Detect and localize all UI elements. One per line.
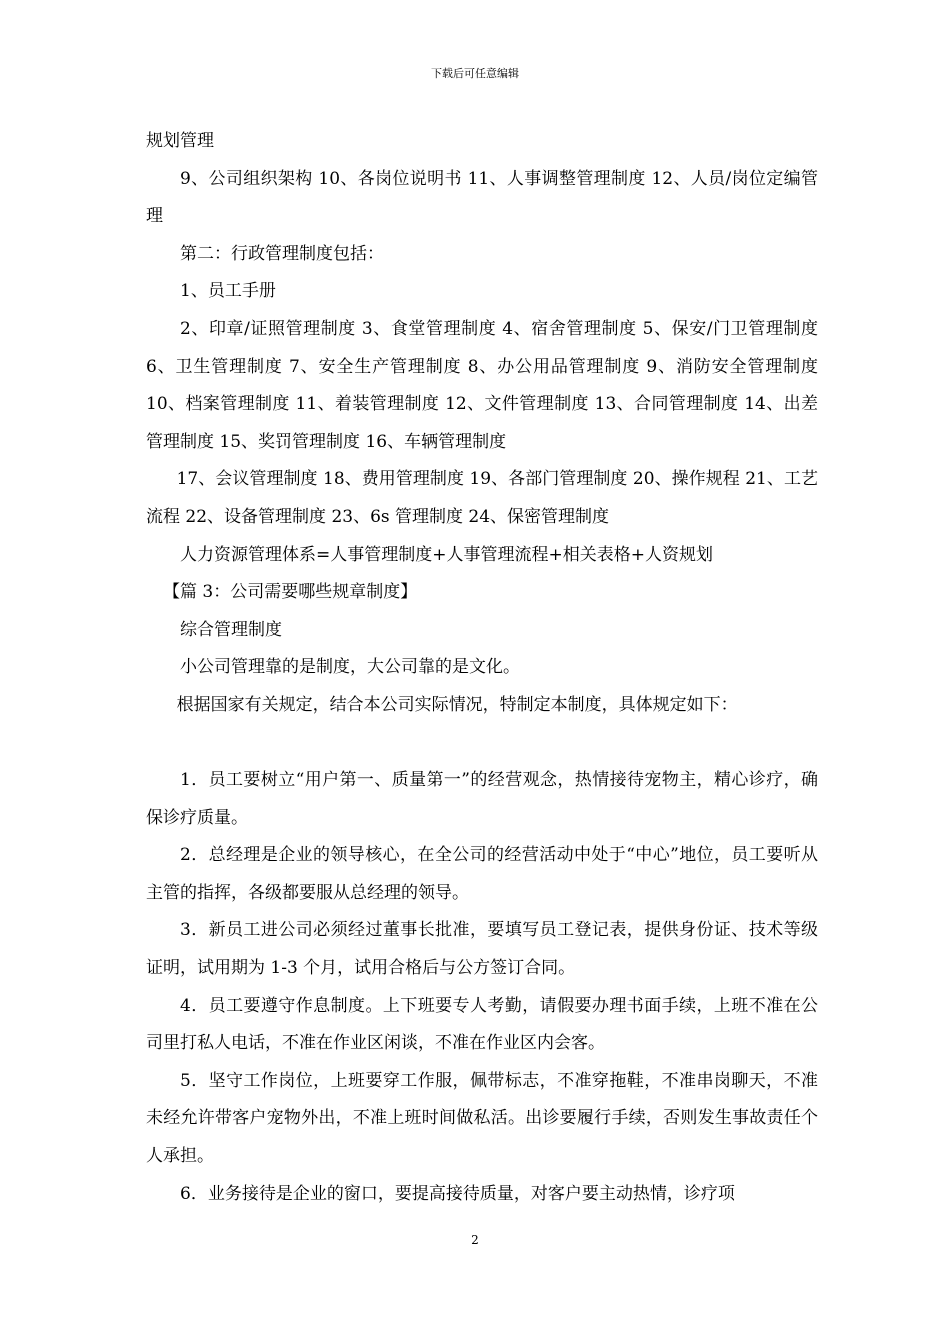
- section-heading: 【篇 3：公司需要哪些规章制度】: [163, 582, 418, 603]
- paragraph: 9、公司组织架构 10、各岗位说明书 11、人事调整管理制度 12、人员/岗位定编管理: [146, 168, 818, 227]
- paragraph: 规划管理: [146, 131, 214, 151]
- page-header: 下载后可任意编辑: [431, 67, 519, 80]
- paragraph: 1、员工手册: [180, 281, 276, 302]
- paragraph: 第二：行政管理制度包括：: [180, 243, 384, 264]
- paragraph: 小公司管理靠的是制度，大公司靠的是文化。: [180, 657, 520, 678]
- paragraph: 2、印章/证照管理制度 3、食堂管理制度 4、宿舍管理制度 5、保安/门卫管理制度 6、卫生管理制度 7、安全生产管理制度 8、办公用品管理制度 9、消防安全管理制度 10、档案管理制度 11、着装管理制度 12、文件管理制度 13、合同管理制度 14、出差管理制度 15、奖罚管理制度 16、车辆管理制度: [146, 318, 818, 452]
- list-item: 5．坚守工作岗位，上班要穿工作服，佩带标志，不准穿拖鞋，不准串岗聊天，不准未经允许带客户宠物外出，不准上班时间做私活。出诊要履行手续，否则发生事故责任个人承担。: [146, 1070, 818, 1167]
- blank-line: [146, 725, 818, 763]
- paragraph: 根据国家有关规定，结合本公司实际情况，特制定本制度，具体规定如下：: [176, 694, 738, 715]
- list-item: 1．员工要树立“用户第一、质量第一”的经营观念，热情接待宠物主，精心诊疗，确保诊疗质量。: [146, 770, 818, 828]
- list-item: 2．总经理是企业的领导核心，在全公司的经营活动中处于“中心”地位，员工要听从主管的指挥，各级都要服从总经理的领导。: [146, 845, 818, 903]
- page-number: 2: [471, 1233, 479, 1247]
- paragraph: 17、会议管理制度 18、费用管理制度 19、各部门管理制度 20、操作规程 21、工艺流程 22、设备管理制度 23、6s 管理制度 24、保密管理制度: [146, 469, 818, 527]
- list-item: 6．业务接待是企业的窗口，要提高接待质量，对客户要主动热情，诊疗项: [180, 1183, 735, 1204]
- paragraph: 人力资源管理体系=人事管理制度+人事管理流程+相关表格+人资规划: [180, 544, 713, 565]
- list-item: 4．员工要遵守作息制度。上下班要专人考勤，请假要办理书面手续，上班不准在公司里打私人电话，不准在作业区闲谈，不准在作业区内会客。: [146, 995, 818, 1054]
- document-body: [146, 123, 818, 1213]
- paragraph: 综合管理制度: [180, 619, 282, 640]
- list-item: 3．新员工进公司必须经过董事长批准，要填写员工登记表，提供身份证、技术等级证明，试用期为 1-3 个月，试用合格后与公方签订合同。: [146, 920, 818, 979]
